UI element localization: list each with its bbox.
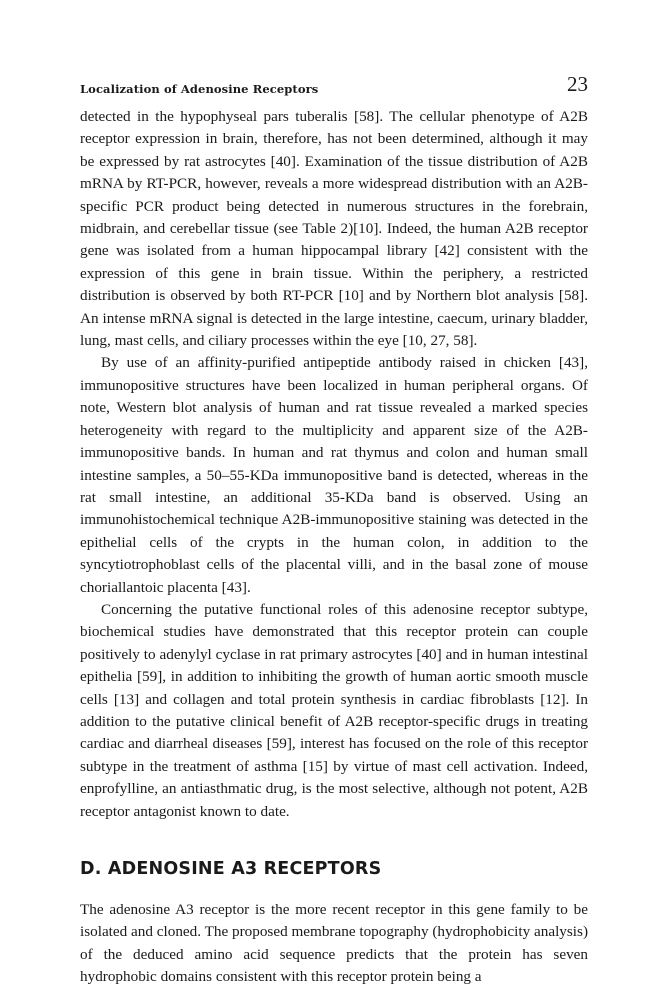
paragraph-a3-intro: The adenosine A3 receptor is the more recent receptor in this gene family to be isolated and cloned. The proposed membrane topography (hydrophobicity analysis) of the deduced amino acid sequence predicts that the protein has seven hydrophobic domains consistent with this receptor protein being a xyxy=(80,901,588,986)
page-number: 23 xyxy=(567,72,588,96)
paragraph-continued: detected in the hypophyseal pars tuberalis [58]. The cellular phenotype of A2B receptor expression in brain, therefore, has not been determined, although it may be expressed by rat astrocytes [40]. Examination of the tissue distribution of A2B mRNA by RT-PCR, however, reveals a more widespread distribution with an A2B-specific PCR product being detected in numerous structures in the forebrain, midbrain, and cerebellar tissue (see Table 2)[10]. Indeed, the human A2B receptor gene was isolated from a human hippocampal library [42] consistent with the expression of this gene in brain tissue. Within the periphery, a restricted distribution is observed by both RT-PCR [10] and by Northern blot analysis [58]. An intense mRNA signal is detected in the large intestine, caecum, urinary bladder, lung, mast cells, and ciliary processes within the eye [10, 27, 58]. xyxy=(80,108,588,350)
running-title: Localization of Adenosine Receptors xyxy=(80,82,319,96)
body-text xyxy=(80,106,588,989)
paragraph-antibody: By use of an affinity-purified antipeptide antibody raised in chicken [43], immunopositive structures have been localized in human peripheral organs. Of note, Western blot analysis of human and rat tissue revealed a marked species heterogeneity with regard to the multiplicity and apparent size of the A2B-immunopositive bands. In human and rat thymus and colon and human small intestine samples, a 50–55-KDa immunopositive band is detected, whereas in the rat small intestine, an additional 35-KDa band is observed. Using an immunohistochemical technique A2B-immunopositive staining was detected in the epithelial cells of the crypts in the human colon, in addition to the syncytiotrophoblast cells of the placental villi, and in the basal zone of mouse choriallantoic placenta [43]. xyxy=(80,354,588,596)
document-page xyxy=(80,72,588,989)
paragraph-functional-roles: Concerning the putative functional roles of this adenosine receptor subtype, biochemical studies have demonstrated that this receptor protein can couple positively to adenylyl cyclase in rat primary astrocytes [40] and in human intestinal epithelia [59], in addition to inhibiting the growth of human aortic smooth muscle cells [13] and collagen and total protein synthesis in cardiac fibroblasts [12]. In addition to the putative clinical benefit of A2B receptor-specific drugs in treating cardiac and diarrheal diseases [59], interest has focused on the role of this receptor subtype in the treatment of asthma [15] by virtue of mast cell activation. Indeed, enprofylline, an antiasthmatic drug, is the most selective, although not potent, A2B receptor antagonist known to date. xyxy=(80,600,588,820)
section-heading: D. ADENOSINE A3 RECEPTORS xyxy=(80,859,382,879)
running-head xyxy=(80,72,588,106)
